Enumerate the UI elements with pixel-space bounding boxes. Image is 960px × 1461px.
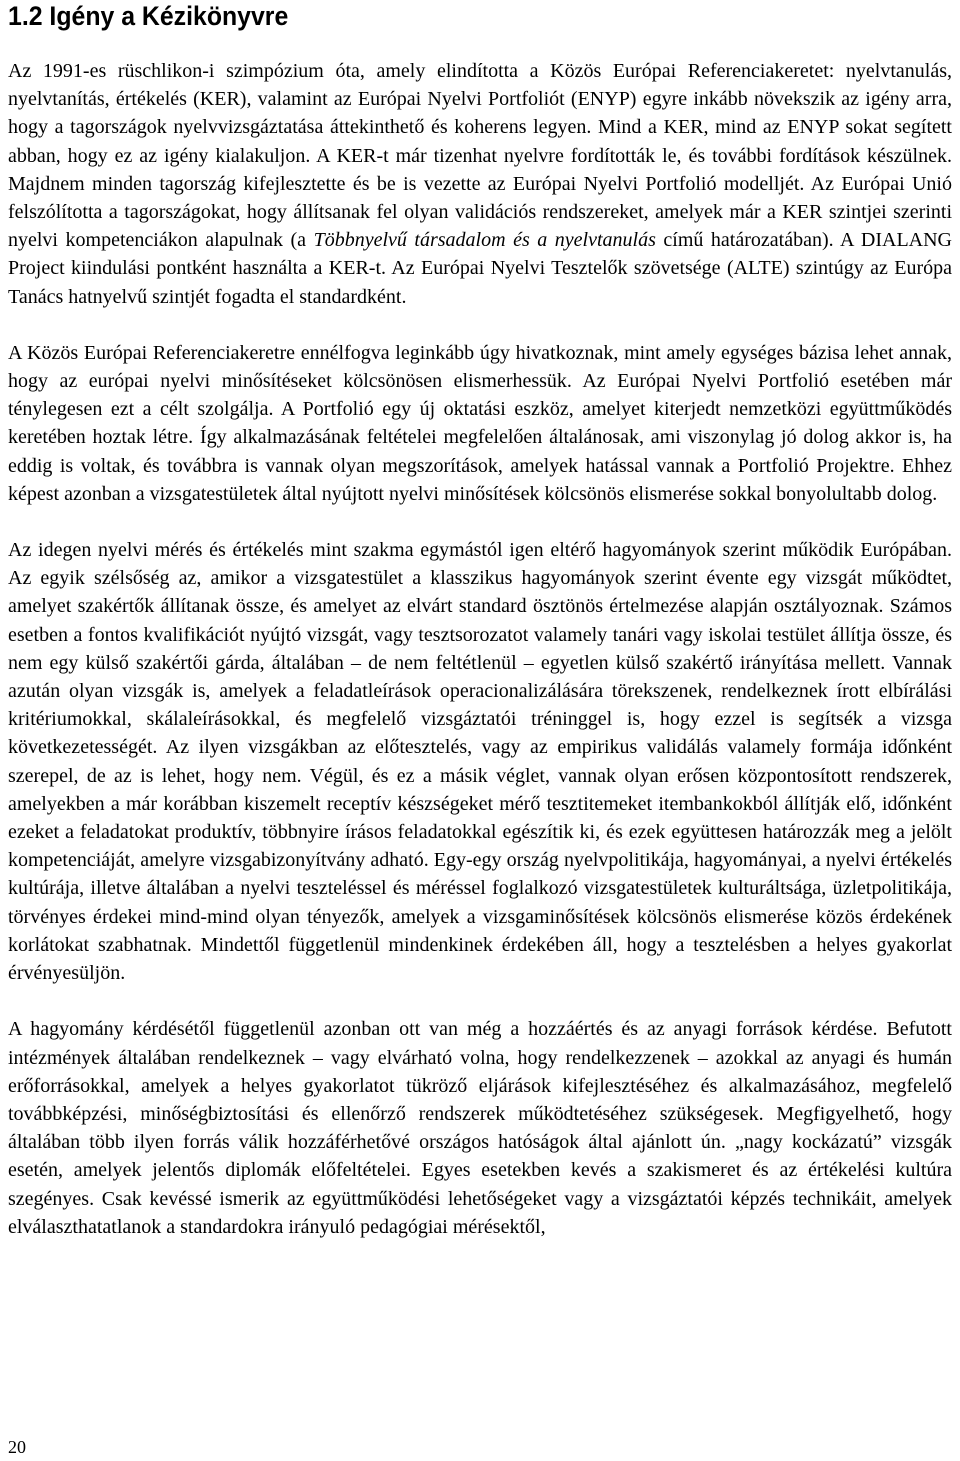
section-heading: 1.2 Igény a Kézikönyvre	[8, 1, 289, 31]
paragraph-1-text-b: című határozatában). A DIALANG Project kiindulási pontként használta a KER-t. Az Európai Nyelvi Tesztelők szövetsége (ALTE) szintúgy az Európa Tanács hatnyelvű szintjét fogadta el standardként.	[8, 229, 953, 308]
paragraph-2-text: A Közös Európai Referenciakeretre ennélfogva leginkább úgy hivatkoznak, mint amely egységes bázisa lehet annak, hogy az európai nyelvi minősítéseket kölcsönösen elismerhessük. Az Európai Nyelvi Portfolió esetében már ténylegesen ezt a célt szolgálja. A Portfolió egy új oktatási eszköz, amelyet kiterjedt nemzetközi együttműködés keretében hoztak létre. Így alkalmazásának feltételei megfelelően általánosak, ami viszonylag jó dolog akkor is, ha eddig is voltak, és továbbra is vannak olyan megszorítások, amelyek hatással vannak a Portfolió Projektre. Ehhez képest azonban a vizsgatestületek által nyújtott nyelvi minősítések kölcsönös elismerése sokkal bonyolultabb dolog.	[8, 341, 952, 505]
paragraph-1-italic-title: Többnyelvű társadalom és a nyelvtanulás	[313, 229, 656, 252]
page-number: 20	[8, 1437, 26, 1457]
paragraph-3-text: Az idegen nyelvi mérés és értékelés mint szakma egymástól igen eltérő hagyományok szerint működik Európában. Az egyik szélsőség az, amikor a vizsgatestület a klasszikus hagyományok szerint évente egy vizsgát működtet, amelyet szakértők állítanak össze, és amelyet az elvárt standard ösztönös értelmezése alapján osztályoznak. Számos esetben a fontos kvalifikációt nyújtó vizsgát, vagy tesztsorozatot valamely tanári vagy iskolai testület állítja össze, és nem egy külső szakértői gárda, általában – de nem feltétlenül – egyetlen külső szakértő irányítása mellett. Vannak azután olyan vizsgák is, amelyek a feladatleírások operacionalizálására törekszenek, rendelkeznek írott elbírálási kritériumokkal, skálaleírásokkal, és megfelelő vizsgáztatói tréninggel is, hogy ezzel is segítsék a vizsga következetességét. Az ilyen vizsgákban az előtesztelés, vagy az empirikus validálás valamely formája időnként szerepel, de az is lehet, hogy nem. Végül, és ez a másik véglet, vannak olyan erősen központosított rendszerek, amelyekben a már korábban kiszemelt receptív készségeket mérő tesztitemeket itembankokból állítják elő, időnként ezeket a feladatokat produktív, többnyire írásos feladatokkal egészítik ki, és ezek együttesen határozzák meg a jelölt kompetenciáját, amelyre vizsgabizonyítvány adható. Egy-egy ország nyelvpolitikája, hagyományai, a nyelvi értékelés kultúrája, illetve általában a nyelvi teszteléssel és méréssel foglalkozó vizsgatestületek kulturáltsága, üzletpolitikája, törvényes érdekei mind-mind olyan tényezők, amelyek a vizsgaminősítések kölcsönös elismerése közös érdekének korlátokat szabhatnak. Mindettől függetlenül mindenkinek érdekében áll, hogy a tesztelésben a helyes gyakorlat érvényesüljön.	[8, 539, 952, 985]
document-page	[8, 0, 952, 1241]
paragraph-3	[8, 536, 952, 987]
paragraph-1	[8, 57, 952, 311]
paragraph-2	[8, 339, 952, 508]
paragraph-1-text-a: Az 1991-es rüschlikon-i szimpózium óta, amely elindította a Közös Európai Referenciakeretet: nyelvtanulás, nyelvtanítás, értékelés (KER), valamint az Európai Nyelvi Portfoliót (ENYP) egyre inkább növekszik az igény arra, hogy a tagországok nyelvvizsgáztatása áttekinthető és koherens legyen. Mind a KER, mind az ENYP sokat segített abban, hogy ez az igény kialakuljon. A KER-t már tizenhat nyelvre fordították le, és további fordítások készülnek. Majdnem minden tagország kifejlesztette és be is vezette az Európai Nyelvi Portfolió modelljét. Az Európai Unió felszólította a tagországokat, hogy állítsanak fel olyan validációs rendszereket, amelyek már a KER szintjei szerinti nyelvi kompetenciákon alapulnak (a	[8, 60, 952, 252]
paragraph-4	[8, 1015, 952, 1241]
paragraph-4-text: A hagyomány kérdésétől függetlenül azonban ott van még a hozzáértés és az anyagi források kérdése. Befutott intézmények általában rendelkeznek – vagy elvárható volna, hogy rendelkezzenek – azokkal az anyagi és humán erőforrásokkal, amelyek a helyes gyakorlatot tükröző eljárások kifejlesztéséhez és alkalmazásához, megfelelő továbbképzési, minőségbiztosítási és ellenőrző rendszerek működtetéséhez szükségesek. Megfigyelhető, hogy általában több ilyen forrás válik hozzáférhetővé országos hatóságok által ajánlott ún. „nagy kockázatú” vizsgák esetén, amelyek jelentős diplomák előfeltételei. Egyes esetekben kevés a szakismeret és az értékelési kultúra szegényes. Csak kevéssé ismerik az együttműködési lehetőségeket vagy a vizsgáztatói képzés technikáit, amelyek elválaszthatatlanok a standardokra irányuló pedagógiai mérésektől,	[8, 1018, 952, 1238]
